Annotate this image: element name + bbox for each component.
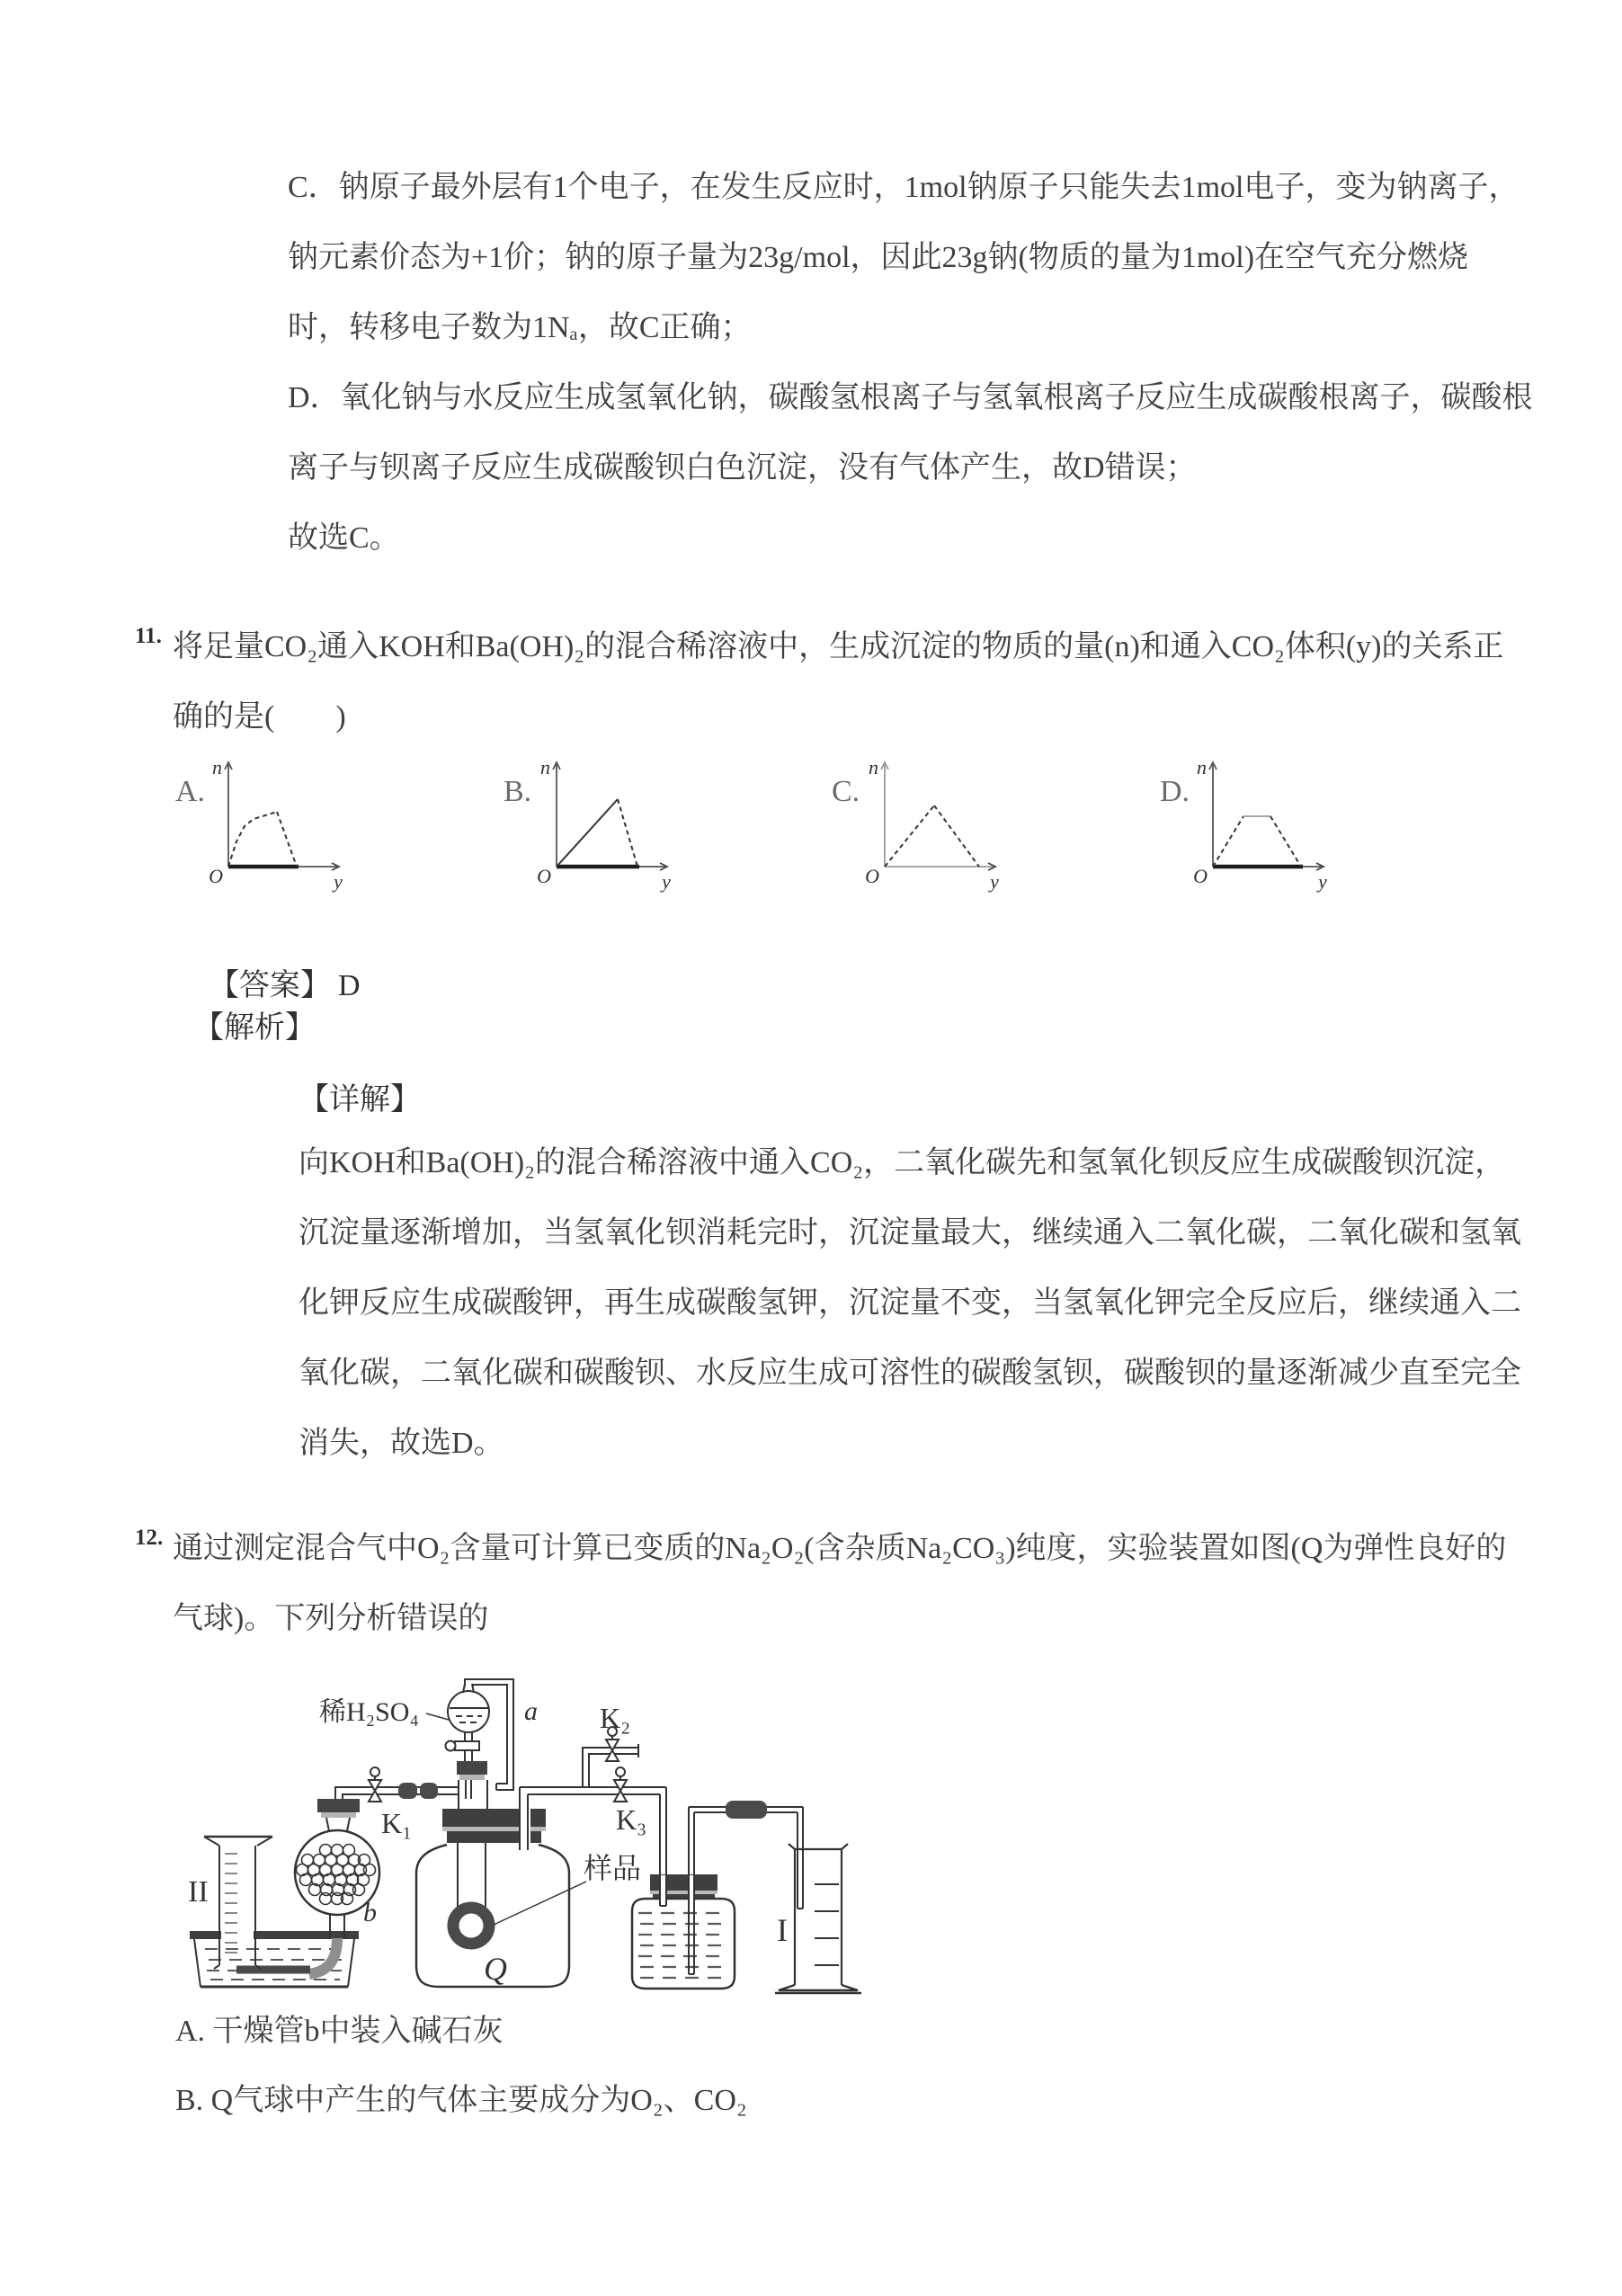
explanation-line-5: 消失，故选D。	[299, 1427, 504, 1460]
question-11-stem-line-1: 将足量CO₂通入KOH和Ba(OH)₂的混合稀溶液中，生成沉淀的物质的量(n)和通入CO₂体积(y)的关系正	[173, 630, 1504, 663]
washing-bottle	[632, 1874, 735, 1989]
answer-label: 【答案】	[209, 969, 331, 1002]
tube-a-label: a	[524, 1696, 538, 1726]
svg-text:O: O	[209, 865, 223, 887]
option-c-line-1: C．钠原子最外层有1个电子，在发生反应时，1mol钠原子只能失去1mol电子，变为钠离子，	[288, 171, 1520, 204]
explanation-line-1: 向KOH和Ba(OH)₂的混合稀溶液中通入CO₂，二氧化碳先和氢氧化钡反应生成碳酸钡沉淀，	[299, 1146, 1506, 1179]
explanation-line-2: 沉淀量逐渐增加，当氢氧化钡消耗完时，沉淀量最大，继续通入二氧化碳，二氧化碳和氢氧	[299, 1216, 1521, 1250]
svg-text:O: O	[1193, 865, 1208, 887]
mini-graph-d	[1193, 756, 1327, 893]
detail-label: 【详解】	[299, 1083, 421, 1117]
answer-choice-c-line: 故选C。	[288, 521, 400, 555]
apparatus-diagram	[190, 1679, 861, 1993]
svg-text:n: n	[212, 756, 222, 779]
analysis-label: 【解析】	[193, 1011, 316, 1045]
graph-option-a-label: A.	[175, 775, 206, 808]
separating-funnel	[446, 1679, 514, 1809]
option-d-line-2: 离子与钡离子反应生成碳酸钡白色沉淀，没有气体产生，故D错误；	[288, 451, 1197, 485]
right-gas-pipe	[520, 1727, 666, 1802]
question-12-option-a: A. 干燥管b中装入碱石灰	[175, 2015, 504, 2048]
option-d-line-1: D．氧化钠与水反应生成氢氧化钠，碳酸氢根离子与氢氧根离子反应生成碳酸根离子，碳酸根	[288, 381, 1533, 414]
left-gas-pipe	[335, 1767, 459, 1802]
svg-text:y: y	[1318, 870, 1327, 893]
cylinder-ii-label: II	[188, 1875, 209, 1909]
k1-label: K₁	[381, 1807, 413, 1839]
svg-text:n: n	[869, 756, 878, 779]
curved-delivery-tube	[309, 1938, 337, 1974]
sample-leader-line	[494, 1882, 586, 1925]
svg-text:O: O	[865, 865, 879, 887]
question-12-number: 12.	[135, 1526, 164, 1550]
k2-label: K₂	[600, 1702, 631, 1734]
explanation-line-3: 化钾反应生成碳酸钾，再生成碳酸氢钾，沉淀量不变，当氢氧化钾完全反应后，继续通入二	[299, 1286, 1521, 1320]
graph-option-b-label: B.	[504, 775, 532, 808]
option-c-line-3: 时，转移电子数为1Nₐ，故C正确；	[288, 311, 752, 344]
graph-option-d-label: D.	[1160, 775, 1190, 808]
answer-value: D	[338, 969, 361, 1002]
question-12-stem-line-2: 气球)。下列分析错误的	[173, 1602, 489, 1635]
stopcock-k3	[614, 1767, 627, 1802]
mini-graph-b	[537, 756, 671, 893]
sample-balloon	[453, 1908, 489, 1944]
svg-text:n: n	[540, 756, 550, 779]
acid-label: 稀H₂SO₄	[319, 1697, 419, 1727]
cylinder-i-label: I	[777, 1912, 788, 1948]
question-11-stem-line-2: 确的是( )	[173, 700, 346, 734]
svg-text:y: y	[334, 870, 343, 893]
question-12-stem-line-1: 通过测定混合气中O₂含量可计算已变质的Na₂O₂(含杂质Na₂CO₃)纯度，实验装置如图(Q为弹性良好的	[173, 1532, 1507, 1565]
stopcock-k1	[369, 1767, 381, 1802]
k3-label: K₃	[616, 1803, 647, 1836]
graph-option-c-label: C.	[832, 775, 860, 808]
balloon-q-label: Q	[484, 1951, 507, 1987]
question-11-number: 11.	[135, 624, 162, 648]
sample-label: 样品	[584, 1852, 642, 1884]
mini-graph-c	[865, 756, 999, 893]
acid-leader-line	[426, 1713, 449, 1720]
svg-text:O: O	[537, 865, 551, 887]
svg-text:y: y	[990, 870, 999, 893]
explanation-line-4: 氧化碳，二氧化碳和碳酸钡、水反应生成可溶性的碳酸氢钡，碳酸钡的量逐渐减少直至完全	[299, 1357, 1521, 1390]
svg-text:y: y	[662, 870, 671, 893]
svg-text:n: n	[1197, 756, 1207, 779]
tube-b-label: b	[363, 1898, 377, 1927]
mini-graph-a	[209, 756, 343, 893]
measuring-cylinder-i	[775, 1844, 861, 1993]
question-12-option-b: B. Q气球中产生的气体主要成分为O₂、CO₂	[175, 2084, 747, 2117]
option-c-line-2: 钠元素价态为+1价；钠的原子量为23g/mol，因此23g钠(物质的量为1mol)在空气充分燃烧	[288, 241, 1469, 274]
